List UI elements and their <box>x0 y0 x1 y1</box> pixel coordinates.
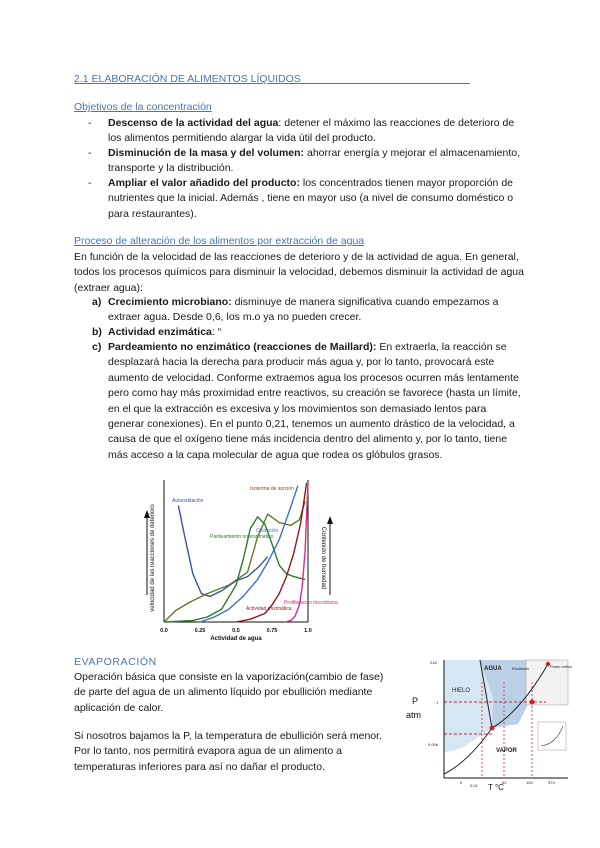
axis-p-label: P <box>412 696 419 706</box>
top-right-label: Punto crítico <box>550 664 573 669</box>
series-labels <box>172 486 338 612</box>
water-activity-chart <box>140 470 340 645</box>
phase-diagram <box>398 656 573 794</box>
objetivo-bold: Ampliar el valor añadido del producto: <box>108 177 300 189</box>
x-tick-label: 0.75 <box>266 628 278 634</box>
label-proliferacion: Proliferación microbiana <box>284 600 338 606</box>
objetivo-bold: Disminución de la masa y del volumen: <box>108 147 305 159</box>
evaporacion-paragraph-2: Si nosotros bajamos la P, la temperatura de ebullición será menor. Por lo tanto, nos permitirá evapora agua de un alimento a temperaturas inferiores para así no dañar el producto. <box>74 730 382 773</box>
proceso-item-a <box>92 295 522 326</box>
axis-t-label: T °C <box>488 783 504 792</box>
y-tick-218: 218 <box>430 660 437 665</box>
proceso-text: : “ <box>211 326 222 338</box>
label-actividad-enzimatica: Actividad enzimática <box>246 606 292 612</box>
right-arrow-head <box>327 516 333 524</box>
triple-point <box>490 726 495 731</box>
proceso-bold: Pardeamiento no enzimático (reacciones de Maillard): <box>108 341 377 353</box>
top-label: Ebullición <box>512 666 530 671</box>
bullet-marker: - <box>88 117 92 129</box>
x-tick-label: 0.25 <box>194 628 206 634</box>
objetivo-bold: Descenso de la actividad del agua <box>108 117 279 129</box>
objetivos-title: Objetivos de la concentración <box>74 101 212 113</box>
y-tick-1: 1 <box>436 700 439 705</box>
proceso-text: disminuye de manera significativa cuando empezamos a extraer agua. Desde 0,6, los m.o ya no pueden crecer. <box>108 296 499 324</box>
section-title-text: 2.1 ELABORACIÓN DE ALIMENTOS LÍQUIDOS <box>74 73 301 85</box>
objetivo-item-2 <box>88 146 522 177</box>
objetivo-item-1 <box>88 116 522 147</box>
objetivo-text: : detener el máximo las reacciones de deterioro de los alimentos permitiendo alargar la vida útil del producto. <box>108 117 515 145</box>
objetivo-item-3 <box>88 176 522 222</box>
boiling-point <box>530 700 535 705</box>
x-tick-label: 1.0 <box>304 628 312 634</box>
x-tick-374: 374 <box>548 780 555 785</box>
list-marker: c) <box>92 341 102 353</box>
proceso-item-c <box>92 340 522 463</box>
y-axis-label: velocidad de las reacciones de deterioro <box>150 504 156 612</box>
objetivo-text: ahorrar energía y mejorar el almacenamiento, transporte y la distribución. <box>108 147 520 175</box>
proceso-item-b <box>92 325 522 340</box>
title-underline-fill <box>301 73 470 85</box>
proceso-text: En extraerla, la reacción se desplazará hacia la derecha para producir más agua y, por lo tanto, provocará este aumento de velocidad. Conforme extraemos agua los procesos ocurren más lentamente pero como hay más proximidad entre reactivos, su creación se favorece (hasta un límite, en el que la extracción es excesiva y los movimientos son demasiado lentos para generar conexiones). En el punto 0,21, tenemos un aumento drástico de la velocidad, a causa de que el oxígeno tiene más incidencia dentro del alimento y, por lo tanto, tiene más acceso a la capa molecular de agua que rodea os glóbulos grasos. <box>108 341 521 461</box>
x-tick-label: 0.5 <box>232 628 240 634</box>
x-tick-62: 62 <box>502 780 507 785</box>
right-axis-label: Contenido de humedad <box>320 526 326 590</box>
label-autooxidacion: Autooxidación <box>172 498 204 504</box>
x-tick-100: 100 <box>526 780 533 785</box>
objetivo-text: los concentrados tienen mayor proporción de nutrientes que la inicial. Además , tiene en mayor uso (a nivel de consumo doméstico o para restaurantes). <box>108 177 514 220</box>
list-marker: a) <box>92 296 102 308</box>
evaporacion-title: EVAPORACIÓN <box>74 656 157 668</box>
proceso-bold: Crecimiento microbiano: <box>108 296 232 308</box>
proceso-title: Proceso de alteración de los alimentos por extracción de agua <box>74 235 365 247</box>
bullet-marker: - <box>88 177 92 189</box>
label-oxidacion: Oxidación <box>256 528 279 534</box>
y-tick-0006: 0.006 <box>428 742 439 747</box>
proceso-bold: Actividad enzimática <box>108 326 212 338</box>
x-tick-labels <box>160 628 312 634</box>
evaporacion-paragraph-1: Operación básica que consiste en la vaporización(cambio de fase) de parte del agua de un alimento líquido por ebullición mediante aplicación de calor. <box>74 671 384 714</box>
label-pardeamiento: Pardeamiento no enzimático <box>210 534 274 540</box>
section-title <box>74 73 522 85</box>
label-isoterma: Isoterma de sorción <box>250 486 294 492</box>
axis-unit-label: atm <box>406 710 422 720</box>
bullet-marker: - <box>88 147 92 159</box>
x-tick-label: 0.0 <box>160 628 168 634</box>
region-vapor-label: VAPOR <box>496 748 517 754</box>
region-ice-label: HIELO <box>452 688 471 694</box>
x-tick-001: 0.01 <box>470 783 478 788</box>
list-marker: b) <box>92 326 102 338</box>
x-tick-0: 0 <box>460 780 463 785</box>
x-axis-label: Actividad de agua <box>210 636 262 642</box>
proceso-intro: En función de la velocidad de las reacciones de deterioro y de la actividad de agua. En general, todos los procesos químicos para disminuir la velocidad, debemos disminuir la actividad de agua (extraer agua): <box>74 251 524 294</box>
region-water-label: AGUA <box>484 666 502 672</box>
